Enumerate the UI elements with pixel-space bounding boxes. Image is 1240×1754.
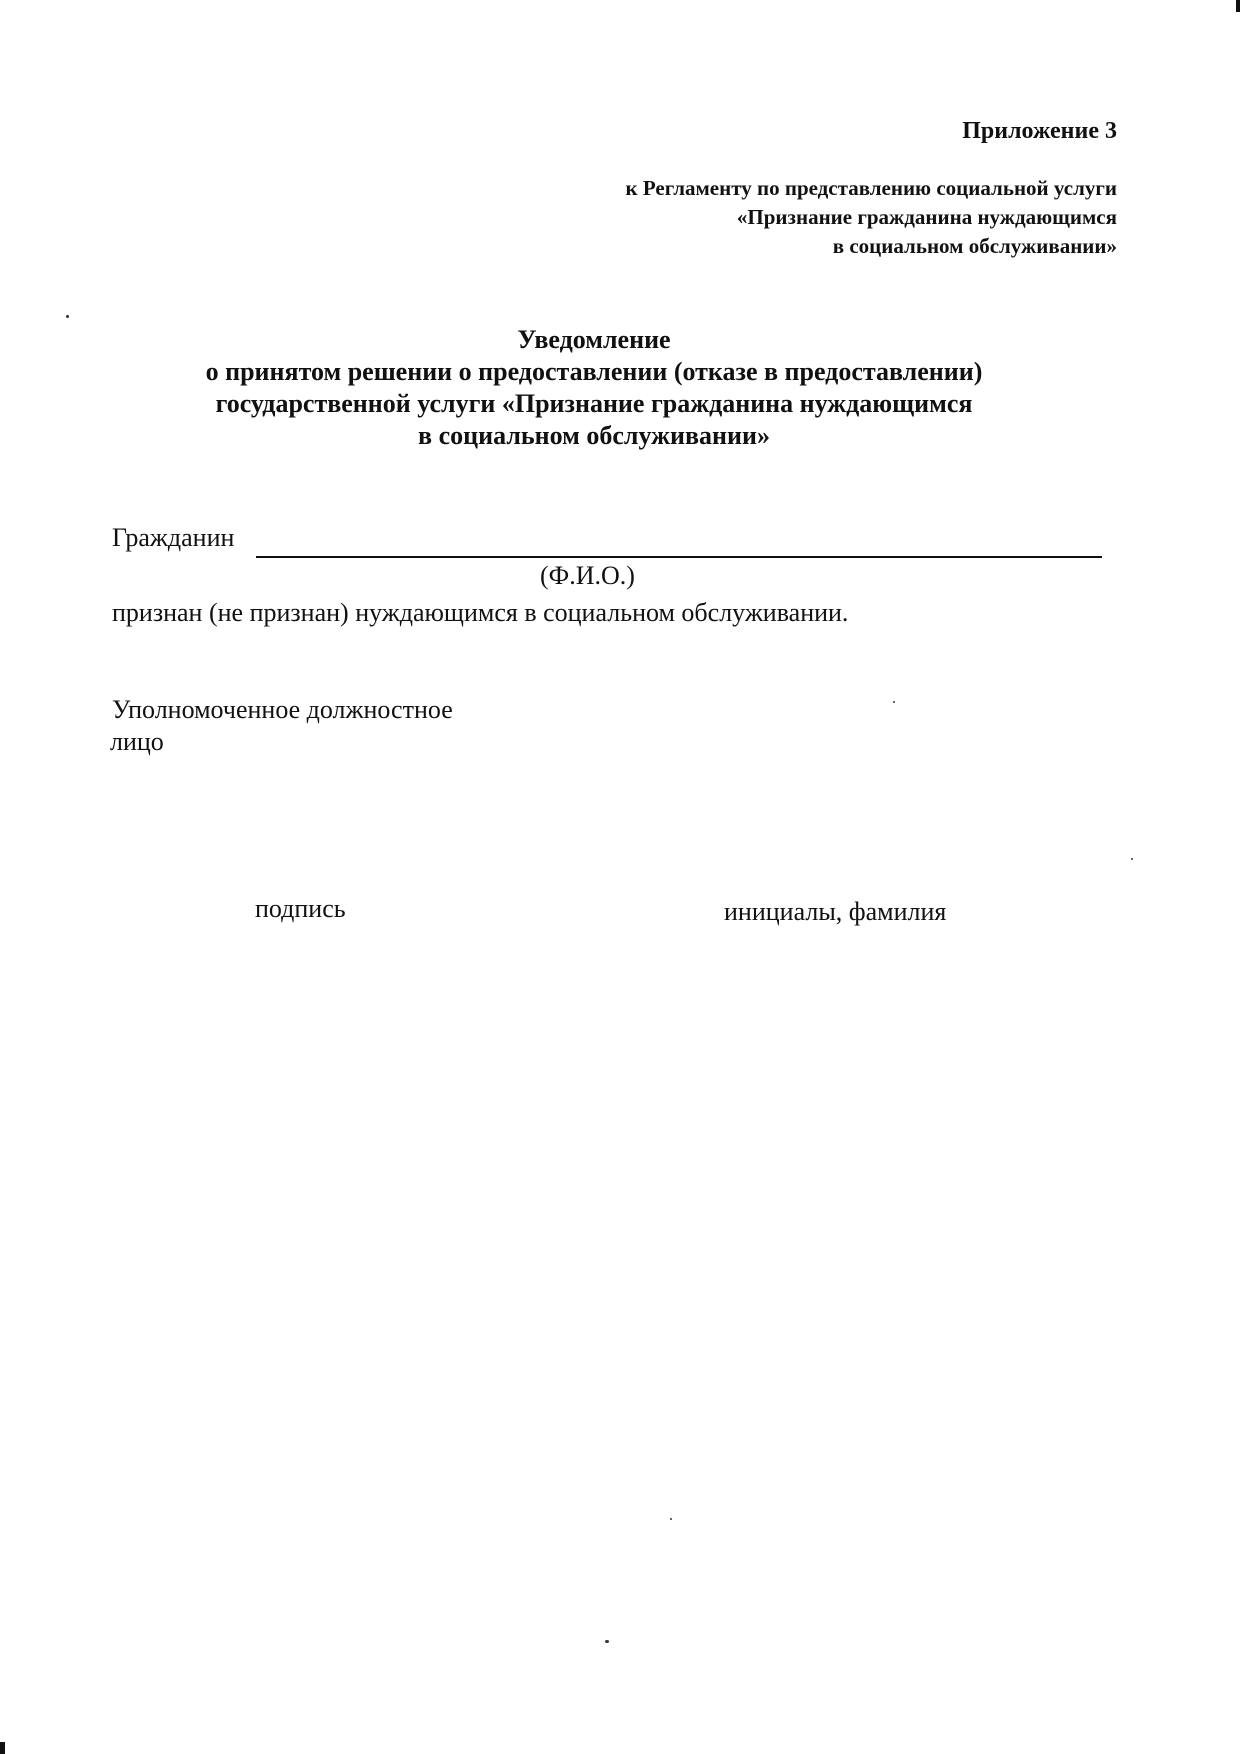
fio-caption: (Ф.И.О.) bbox=[540, 561, 635, 590]
initials-surname-caption: инициалы, фамилия bbox=[724, 897, 947, 926]
scan-speck bbox=[605, 1640, 609, 1643]
scan-edge-mark bbox=[0, 1742, 5, 1754]
regulation-line: в социальном обслуживании» bbox=[832, 234, 1117, 258]
scan-speck bbox=[1131, 858, 1133, 860]
notice-title-line: Уведомление bbox=[517, 325, 671, 354]
regulation-line: к Регламенту по представлению социальной услуги bbox=[625, 176, 1117, 200]
notice-title bbox=[0, 324, 1188, 452]
authorized-official-label bbox=[112, 694, 453, 758]
notice-title-line: в социальном обслуживании» bbox=[418, 421, 770, 450]
notice-title-line: о принятом решении о предоставлении (отказе в предоставлении) bbox=[205, 357, 983, 386]
scan-speck bbox=[893, 701, 895, 703]
official-line: Уполномоченное должностное bbox=[112, 695, 453, 724]
official-line: лицо bbox=[110, 727, 164, 756]
decision-text: признан (не признан) нуждающимся в социальном обслуживании. bbox=[112, 598, 849, 627]
scan-speck bbox=[670, 1518, 672, 1520]
scan-edge-mark bbox=[1236, 0, 1240, 12]
fio-blank-line bbox=[256, 556, 1102, 558]
regulation-line: «Признание гражданина нуждающимся bbox=[736, 205, 1117, 229]
regulation-reference bbox=[626, 174, 1117, 261]
citizen-label: Гражданин bbox=[112, 523, 235, 552]
signature-caption: подпись bbox=[255, 894, 346, 923]
appendix-title: Приложение 3 bbox=[962, 118, 1117, 144]
notice-title-line: государственной услуги «Признание гражданина нуждающимся bbox=[215, 389, 973, 418]
scan-speck bbox=[66, 315, 69, 318]
